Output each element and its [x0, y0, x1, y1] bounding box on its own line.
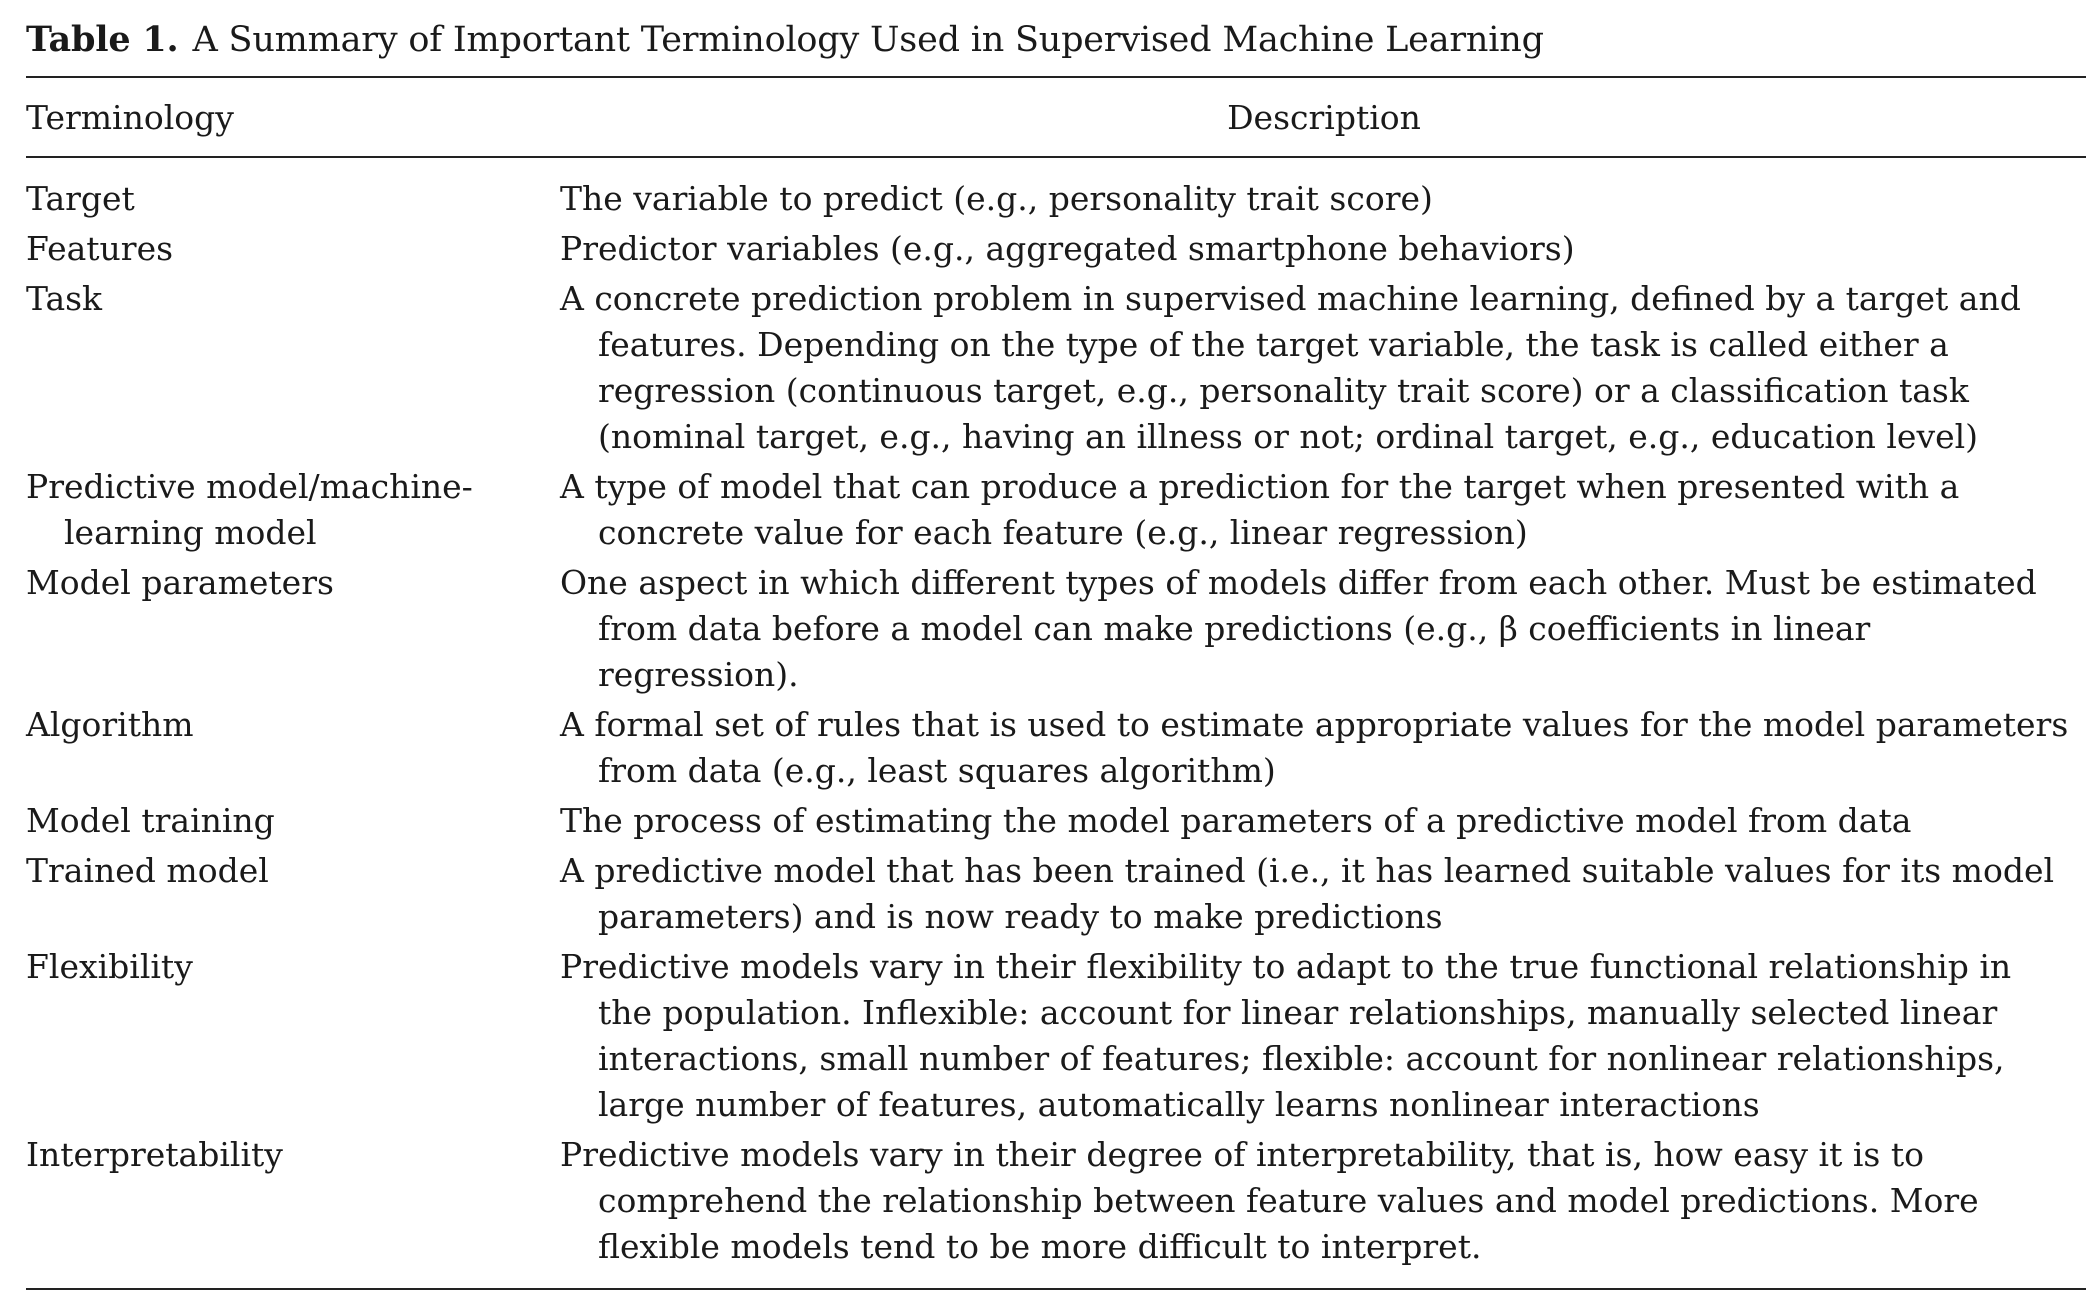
table-label: Table 1. [26, 19, 179, 60]
row-term: Task [26, 279, 103, 318]
row-description: One aspect in which different types of models differ from each other. Must be estimated from data before a model can make predictions (e.g., β coefficients in linear regression). [560, 563, 2037, 694]
table-row [26, 560, 2086, 698]
table-row [26, 702, 2086, 794]
table-row [26, 464, 2086, 556]
row-term: Algorithm [26, 705, 194, 744]
table-caption [26, 18, 2086, 62]
table-row [26, 944, 2086, 1128]
row-term: Target [26, 179, 135, 218]
table-row [26, 276, 2086, 460]
row-description: A type of model that can produce a prediction for the target when presented with a concrete value for each feature (e.g., linear regression) [560, 467, 1960, 552]
row-description: Predictive models vary in their flexibility to adapt to the true functional relationship in the population. Inflexible: account for linear relationships, manually selected linear interactions, small number of features; flexible: account for nonlinear relationships, large number of features, automatically learns nonlinear interactions [560, 947, 2012, 1124]
row-description: Predictive models vary in their degree of interpretability, that is, how easy it is to comprehend the relationship between feature values and model predictions. More flexible models tend to be more difficult to interpret. [560, 1135, 1979, 1266]
row-term: Model training [26, 801, 275, 840]
row-term: Model parameters [26, 563, 334, 602]
table-row [26, 176, 2086, 222]
row-description: A concrete prediction problem in supervised machine learning, defined by a target and features. Depending on the type of the target variable, the task is called either a regression (continuous target, e.g., personality trait score) or a classification task (nominal target, e.g., having an illness or not; ordinal target, e.g., education level) [560, 279, 2021, 456]
table-title: A Summary of Important Terminology Used in Supervised Machine Learning [192, 20, 1544, 60]
row-term: Flexibility [26, 947, 193, 986]
row-description: Predictor variables (e.g., aggregated smartphone behaviors) [560, 229, 1575, 268]
row-description: A formal set of rules that is used to estimate appropriate values for the model parameters from data (e.g., least squares algorithm) [560, 705, 2069, 790]
row-term: Predictive model/machine-learning model [26, 467, 473, 552]
table-header-row [26, 78, 2086, 156]
table-row [26, 848, 2086, 940]
header-rule [26, 156, 2086, 158]
row-term: Interpretability [26, 1135, 283, 1174]
row-description: A predictive model that has been trained (i.e., it has learned suitable values for its model parameters) and is now ready to make predictions [560, 851, 2055, 936]
row-description: The variable to predict (e.g., personality trait score) [560, 179, 1433, 218]
table-row [26, 1132, 2086, 1270]
header-terminology: Terminology [26, 98, 234, 137]
row-description: The process of estimating the model parameters of a predictive model from data [560, 801, 1912, 840]
table-body [26, 158, 2086, 1288]
table-row [26, 798, 2086, 844]
row-term: Features [26, 229, 174, 268]
row-term: Trained model [26, 851, 269, 890]
table-row [26, 226, 2086, 272]
header-description: Description [1227, 98, 1421, 137]
